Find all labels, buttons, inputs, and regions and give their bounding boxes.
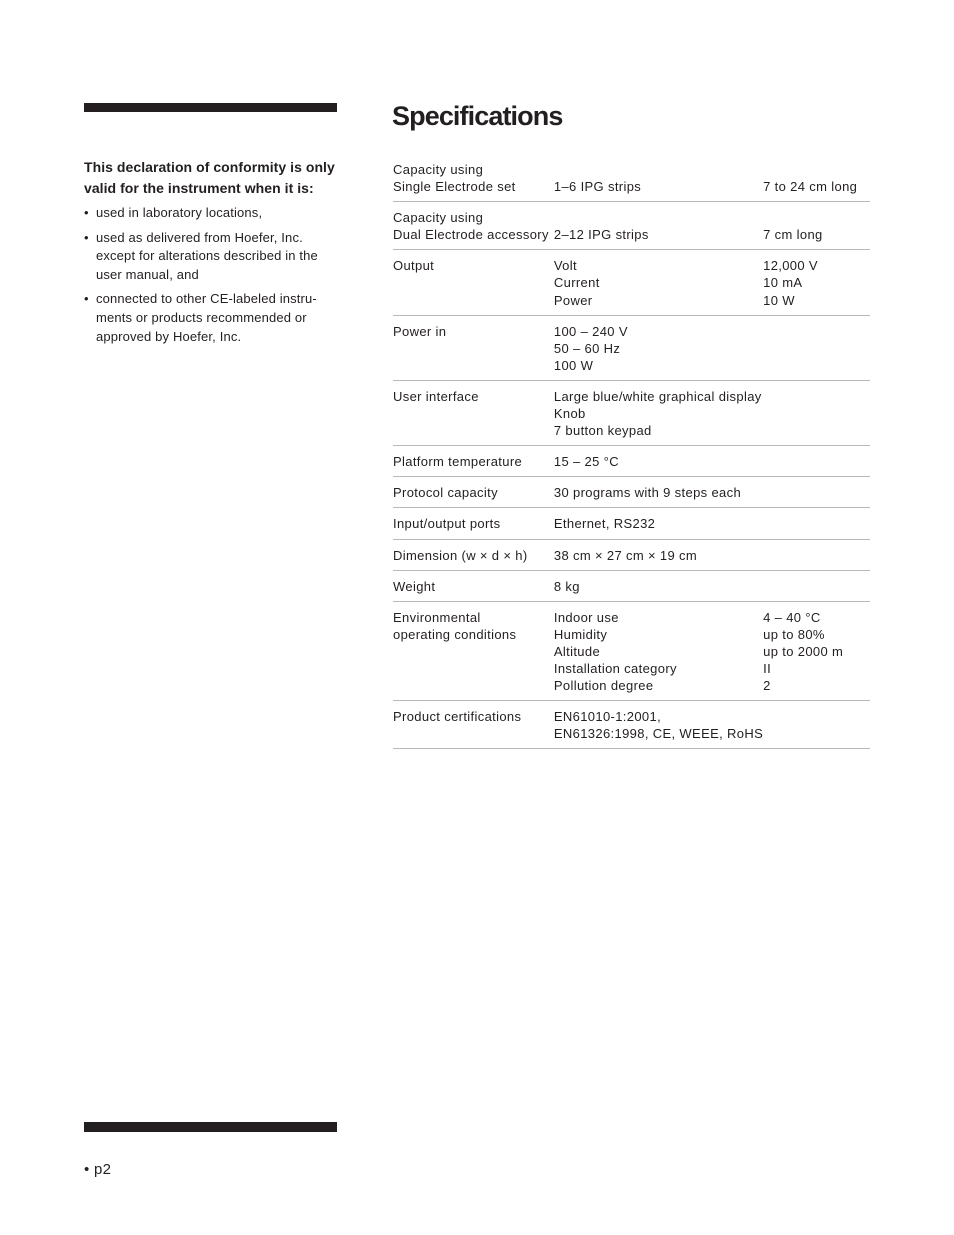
spec-detail-cell [763,477,870,508]
spec-value: Knob [553,406,586,422]
bullet-glyph: • [84,1161,90,1178]
list-item-text: used in laboratory locations, [96,205,263,220]
spec-value: Current [553,275,600,291]
spec-value: Large blue/white graphical display [553,388,762,404]
spec-value: Power [553,292,593,308]
spec-value: 1–6 IPG strips [553,179,642,195]
list-item [84,229,340,285]
spec-detail [763,161,870,178]
table-row [393,380,870,445]
spec-label: Platform temperature [393,454,523,470]
list-item [84,290,340,346]
spec-value-cell [554,159,763,202]
bottom-rule [84,1122,337,1132]
spec-value-cell [554,202,763,250]
bullet-glyph: • [84,291,89,307]
spec-value: Installation category [553,660,677,676]
table-row [393,202,870,250]
spec-value: 2–12 IPG strips [553,227,649,243]
spec-detail: II [763,660,772,676]
spec-label: operating conditions [393,626,517,642]
spec-label-cell [393,202,554,250]
spec-value-cell [554,380,763,445]
spec-value: 38 cm × 27 cm × 19 cm [553,547,698,563]
spec-detail: 2 [763,678,771,694]
spec-value-cell [554,315,763,380]
table-row [393,701,870,749]
spec-label-cell [393,701,554,749]
spec-label: Capacity using [393,162,484,177]
spec-label: Weight [393,578,436,594]
spec-value: Volt [553,258,577,274]
spec-detail: 10 mA [763,275,803,291]
page-number-text: p2 [94,1161,112,1178]
spec-label: Output [393,258,435,274]
spec-detail-cell [763,380,870,445]
table-row [393,446,870,477]
spec-label: Capacity using [393,210,484,226]
conformity-list [84,204,340,346]
top-rule [84,103,337,112]
spec-detail-cell [763,601,870,700]
spec-detail-cell [763,202,870,250]
table-row [393,570,870,601]
spec-value-cell [554,701,763,749]
spec-detail: 4 – 40 °C [763,609,821,625]
table-row [393,508,870,539]
spec-value-cell [554,570,763,601]
spec-value: Altitude [553,643,601,659]
spec-value-cell [554,601,763,700]
list-item-text: used as delivered from Hoefer, Inc. except for alterations described in the user manual, and [96,229,318,282]
spec-label: Environmental [393,609,481,625]
spec-detail: up to 2000 m [763,643,844,659]
page-title: Specifications [392,101,563,131]
spec-label-cell [393,380,554,445]
spec-value: Humidity [553,626,608,642]
spec-value: EN61326:1998, CE, WEEE, RoHS [553,726,764,742]
spec-value: Pollution degree [553,678,654,694]
table-row [393,477,870,508]
spec-value [554,209,763,226]
spec-value-cell [554,477,763,508]
bullet-glyph: • [84,229,89,245]
bullet-glyph: • [84,205,89,220]
table-row [393,159,870,202]
spec-label-cell [393,601,554,700]
spec-value-cell [554,446,763,477]
table-row [393,601,870,700]
spec-detail: 7 to 24 cm long [763,179,858,195]
spec-detail-cell [763,701,870,749]
spec-label-cell [393,250,554,315]
conformity-heading: This declaration of conformity is only valid for the instrument when it is: [84,159,335,196]
conformity-sidebar [84,157,340,352]
table-row [393,315,870,380]
spec-label: Dual Electrode accessory [393,227,549,243]
spec-detail: 10 W [763,292,795,308]
spec-label: Product certifications [393,709,522,725]
page-number [84,1160,111,1180]
spec-detail-cell [763,508,870,539]
spec-detail-cell [763,539,870,570]
list-item [84,204,340,223]
spec-detail [763,209,870,226]
spec-label: Protocol capacity [393,485,498,501]
spec-value: EN61010-1:2001, [553,709,662,725]
list-item-text: connected to other CE-labeled instru-ments or products recommended or approved by Hoefer, Inc. [96,291,317,344]
spec-label: Dimension (w × d × h) [393,547,528,563]
spec-label: Power in [393,323,447,339]
spec-label: User interface [393,388,479,404]
spec-label: Single Electrode set [393,179,516,195]
spec-value: 15 – 25 °C [553,454,619,470]
specifications-table [393,159,870,749]
spec-label-cell [393,570,554,601]
spec-label-cell [393,159,554,202]
spec-value-cell [554,250,763,315]
table-row [393,539,870,570]
table-row [393,250,870,315]
spec-label-cell [393,508,554,539]
spec-label-cell [393,477,554,508]
spec-label: Input/output ports [393,516,501,532]
spec-detail-cell [763,315,870,380]
spec-label-cell [393,446,554,477]
spec-value: 8 kg [553,578,580,594]
spec-value: 50 – 60 Hz [553,340,621,356]
spec-value: Ethernet, RS232 [553,516,656,532]
spec-detail: up to 80% [763,626,825,642]
spec-detail-cell [763,570,870,601]
spec-value: 7 button keypad [553,423,652,439]
spec-label-cell [393,539,554,570]
spec-label-cell [393,315,554,380]
spec-detail-cell [763,250,870,315]
spec-value: 100 W [553,357,594,373]
spec-value-cell [554,508,763,539]
spec-detail-cell [763,159,870,202]
spec-detail-cell [763,446,870,477]
spec-value: Indoor use [553,609,619,625]
spec-value: 30 programs with 9 steps each [553,485,742,501]
spec-detail: 7 cm long [763,227,823,243]
spec-value-cell [554,539,763,570]
spec-value: 100 – 240 V [553,323,628,339]
spec-detail: 12,000 V [763,258,818,274]
spec-value [554,161,763,178]
